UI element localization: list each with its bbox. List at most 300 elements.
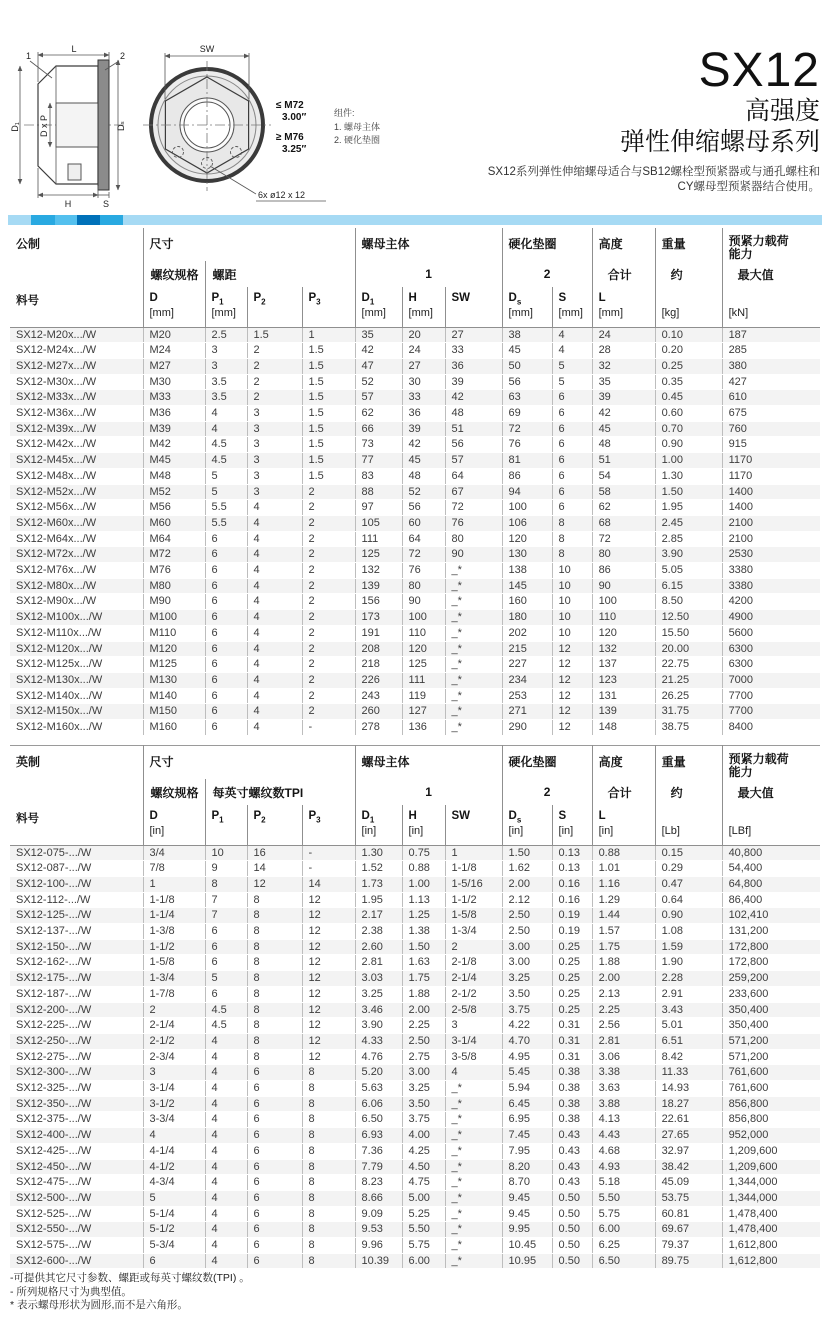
value-cell: 2 [302, 500, 355, 516]
table-row [10, 1033, 820, 1049]
value-cell: _* [445, 720, 502, 736]
value-cell: 4 [205, 1096, 247, 1112]
value-cell: 42 [355, 343, 402, 359]
value-cell: M64 [143, 531, 205, 547]
value-cell: 32.97 [655, 1143, 722, 1159]
value-cell: 2.00 [592, 971, 655, 987]
value-cell: 0.25 [655, 358, 722, 374]
column-header: [Lb] [655, 805, 722, 845]
part-number-cell: SX12-M90x.../W [10, 594, 143, 610]
value-cell: 64,800 [722, 876, 820, 892]
group-header: 重量 [655, 228, 722, 261]
value-cell: 3 [247, 468, 302, 484]
column-header: $P_3$ [302, 287, 355, 327]
value-cell: 0.31 [552, 1049, 592, 1065]
value-cell: 0.90 [655, 908, 722, 924]
value-cell: 2 [302, 610, 355, 626]
value-cell: 5.94 [502, 1081, 552, 1097]
value-cell: M39 [143, 421, 205, 437]
value-cell: 0.19 [552, 908, 592, 924]
value-cell: 0.60 [655, 406, 722, 422]
value-cell: 4 [205, 406, 247, 422]
part-number-cell: SX12-200-.../W [10, 1002, 143, 1018]
value-cell: 1.75 [402, 971, 445, 987]
value-cell: 856,800 [722, 1096, 820, 1112]
value-cell: 10.45 [502, 1238, 552, 1254]
part-number-cell: SX12-550-.../W [10, 1222, 143, 1238]
value-cell: 260 [355, 704, 402, 720]
value-cell: M76 [143, 563, 205, 579]
description-line1: SX12系列弹性伸缩螺母适合与SB12螺栓型预紧器或与通孔螺柱和 [487, 166, 820, 178]
value-cell: 56 [402, 500, 445, 516]
value-cell: 4 [205, 1081, 247, 1097]
value-cell: 2 [247, 358, 302, 374]
value-cell: 5.20 [355, 1065, 402, 1081]
column-header: $P_1$ [mm] [205, 287, 247, 327]
table-row [10, 594, 820, 610]
value-cell: M100 [143, 610, 205, 626]
value-cell: 67 [445, 484, 502, 500]
value-cell: 15.50 [655, 625, 722, 641]
value-cell: 110 [402, 625, 445, 641]
value-cell: 6 [552, 500, 592, 516]
value-cell: 8 [247, 1002, 302, 1018]
value-cell: 259,200 [722, 971, 820, 987]
footnote-2: - 所列规格尺寸为典型值。 [10, 1285, 132, 1298]
value-cell: _* [445, 672, 502, 688]
value-cell: 4 [552, 343, 592, 359]
value-cell: 5 [205, 971, 247, 987]
value-cell: 54,400 [722, 861, 820, 877]
accent-segment [123, 215, 822, 225]
part-number-cell: SX12-M64x.../W [10, 531, 143, 547]
value-cell: 4 [205, 1049, 247, 1065]
value-cell: 4.13 [592, 1112, 655, 1128]
value-cell: 120 [402, 641, 445, 657]
value-cell: 2.50 [402, 1033, 445, 1049]
value-cell: 761,600 [722, 1081, 820, 1097]
value-cell: 915 [722, 437, 820, 453]
value-cell: 3.75 [402, 1112, 445, 1128]
value-cell: 18.27 [655, 1096, 722, 1112]
group-header: 2 [502, 261, 592, 287]
value-cell: M160 [143, 720, 205, 736]
part-number-cell: SX12-M39x.../W [10, 421, 143, 437]
value-cell: 100 [402, 610, 445, 626]
page-header [0, 0, 830, 213]
value-cell: 760 [722, 421, 820, 437]
value-cell: 10.39 [355, 1253, 402, 1269]
part-number-cell: SX12-M20x.../W [10, 327, 143, 343]
value-cell: 42 [445, 390, 502, 406]
value-cell: 32 [592, 358, 655, 374]
part-number-cell: SX12-350-.../W [10, 1096, 143, 1112]
value-cell: 12 [247, 876, 302, 892]
value-cell: 8 [247, 971, 302, 987]
part-number-cell: SX12-M27x.../W [10, 358, 143, 374]
value-cell: 4 [205, 1206, 247, 1222]
column-header: $P_2$ [247, 287, 302, 327]
value-cell: 3.90 [355, 1018, 402, 1034]
value-cell: 3.5 [205, 374, 247, 390]
value-cell: 2.25 [592, 1002, 655, 1018]
value-cell: 3 [143, 1065, 205, 1081]
value-cell: 145 [502, 578, 552, 594]
table-row [10, 1253, 820, 1269]
callout-2: 2 [120, 51, 126, 61]
value-cell: 2.5 [205, 327, 247, 343]
value-cell: 1.5 [302, 406, 355, 422]
table-row [10, 720, 820, 736]
value-cell: 102,410 [722, 908, 820, 924]
value-cell: 6 [143, 1253, 205, 1269]
value-cell: _* [445, 1143, 502, 1159]
value-cell: 3.00 [502, 955, 552, 971]
value-cell: 31.75 [655, 704, 722, 720]
accent-bar [8, 215, 822, 225]
value-cell: - [302, 845, 355, 861]
value-cell: 4 [552, 327, 592, 343]
value-cell: 35 [592, 374, 655, 390]
value-cell: 1,344,000 [722, 1175, 820, 1191]
value-cell: 4.43 [592, 1128, 655, 1144]
washer-section [98, 60, 109, 190]
group-header: 预紧力载荷能力 [722, 228, 820, 261]
value-cell: 127 [402, 704, 445, 720]
value-cell: 9.95 [502, 1222, 552, 1238]
part-number-cell: SX12-187-.../W [10, 986, 143, 1002]
part-number-cell: SX12-M30x.../W [10, 374, 143, 390]
value-cell: 45 [592, 421, 655, 437]
value-cell: 227 [502, 657, 552, 673]
value-cell: 6 [205, 594, 247, 610]
value-cell: 4.70 [502, 1033, 552, 1049]
table-row [10, 971, 820, 987]
value-cell: 3-5/8 [445, 1049, 502, 1065]
value-cell: 6 [552, 484, 592, 500]
value-cell: 0.43 [552, 1175, 592, 1191]
value-cell: 6 [247, 1081, 302, 1097]
value-cell: 0.88 [592, 845, 655, 861]
value-cell: 12 [302, 892, 355, 908]
value-cell: 54 [592, 468, 655, 484]
group-header: 约 [655, 779, 722, 805]
value-cell: 2.56 [592, 1018, 655, 1034]
callout-1: 1 [26, 51, 32, 61]
value-cell: 2.85 [655, 531, 722, 547]
value-cell: 131,200 [722, 924, 820, 940]
value-cell: 12.50 [655, 610, 722, 626]
value-cell: 8 [247, 986, 302, 1002]
part-number-cell: SX12-450-.../W [10, 1159, 143, 1175]
product-description [488, 165, 820, 195]
value-cell: 27 [445, 327, 502, 343]
value-cell: 0.47 [655, 876, 722, 892]
value-cell: 39 [445, 374, 502, 390]
value-cell: 10 [552, 563, 592, 579]
table-row [10, 610, 820, 626]
value-cell: 0.50 [552, 1206, 592, 1222]
value-cell: 4.5 [205, 1018, 247, 1034]
value-cell: 3 [445, 1018, 502, 1034]
value-cell: 5.50 [592, 1190, 655, 1206]
group-header: 高度 [592, 228, 655, 261]
value-cell: 8 [302, 1065, 355, 1081]
value-cell: 8 [247, 892, 302, 908]
value-cell: 22.75 [655, 657, 722, 673]
value-cell: M36 [143, 406, 205, 422]
value-cell: 83 [355, 468, 402, 484]
value-cell: 2.25 [402, 1018, 445, 1034]
value-cell: 6.15 [655, 578, 722, 594]
group-header: 螺纹规格 [143, 261, 205, 287]
value-cell: 80 [402, 578, 445, 594]
value-cell: 6 [205, 704, 247, 720]
value-cell: M60 [143, 515, 205, 531]
part-number-cell: SX12-M52x.../W [10, 484, 143, 500]
value-cell: 2.13 [592, 986, 655, 1002]
legend-item-2: 2. 硬化垫圈 [334, 135, 381, 145]
value-cell: 3.38 [592, 1065, 655, 1081]
value-cell: 1,478,400 [722, 1206, 820, 1222]
value-cell: 6 [205, 547, 247, 563]
table-row [10, 1049, 820, 1065]
part-number-cell: SX12-425-.../W [10, 1143, 143, 1159]
value-cell: 1170 [722, 468, 820, 484]
value-cell: 1.13 [402, 892, 445, 908]
table-row [10, 390, 820, 406]
value-cell: 3 [247, 406, 302, 422]
value-cell: _* [445, 641, 502, 657]
part-number-cell: SX12-112-.../W [10, 892, 143, 908]
dim-S: S [102, 199, 110, 209]
value-cell: 57 [355, 390, 402, 406]
value-cell: 89.75 [655, 1253, 722, 1269]
value-cell: 0.43 [552, 1128, 592, 1144]
value-cell: 4 [247, 610, 302, 626]
column-header: 料号 [10, 805, 143, 845]
value-cell: 0.20 [655, 343, 722, 359]
table-row [10, 657, 820, 673]
value-cell: _* [445, 1206, 502, 1222]
value-cell: 2-1/4 [445, 971, 502, 987]
value-cell: 4 [247, 641, 302, 657]
technical-drawing [10, 42, 410, 210]
column-header: $D_s$ [mm] [502, 287, 552, 327]
value-cell: _* [445, 1096, 502, 1112]
table-row [10, 515, 820, 531]
value-cell: _* [445, 594, 502, 610]
part-number-cell: SX12-M125x.../W [10, 657, 143, 673]
value-cell: _* [445, 704, 502, 720]
value-cell: _* [445, 1253, 502, 1269]
value-cell: 2 [302, 672, 355, 688]
value-cell: 6.00 [402, 1253, 445, 1269]
value-cell: 6 [205, 720, 247, 736]
group-header: 1 [355, 261, 502, 287]
value-cell: 1-1/4 [143, 908, 205, 924]
value-cell: 12 [302, 971, 355, 987]
value-cell: 22.61 [655, 1112, 722, 1128]
value-cell: 1.5 [302, 437, 355, 453]
value-cell: 3.06 [592, 1049, 655, 1065]
value-cell: _* [445, 625, 502, 641]
value-cell: 24 [402, 343, 445, 359]
value-cell: 1.95 [655, 500, 722, 516]
value-cell: 0.50 [552, 1222, 592, 1238]
value-cell: 105 [355, 515, 402, 531]
table-row [10, 1112, 820, 1128]
table-row [10, 421, 820, 437]
part-number-cell: SX12-075-.../W [10, 845, 143, 861]
value-cell: 7/8 [143, 861, 205, 877]
column-header: $P_2$ [247, 805, 302, 845]
value-cell: 4900 [722, 610, 820, 626]
value-cell: 5.18 [592, 1175, 655, 1191]
part-number-cell: SX12-M72x.../W [10, 547, 143, 563]
value-cell: 1170 [722, 453, 820, 469]
value-cell: 3 [247, 421, 302, 437]
value-cell: 160 [502, 594, 552, 610]
value-cell: 120 [502, 531, 552, 547]
value-cell: 56 [445, 437, 502, 453]
value-cell: 0.13 [552, 861, 592, 877]
value-cell: M130 [143, 672, 205, 688]
value-cell: 52 [402, 484, 445, 500]
value-cell: 2.81 [355, 955, 402, 971]
column-header: $P_3$ [302, 805, 355, 845]
value-cell: 6 [247, 1222, 302, 1238]
value-cell: 3-1/2 [143, 1096, 205, 1112]
part-number-cell: SX12-375-.../W [10, 1112, 143, 1128]
table-row [10, 1175, 820, 1191]
value-cell: 271 [502, 704, 552, 720]
part-number-cell: SX12-M110x.../W [10, 625, 143, 641]
value-cell: 4-1/2 [143, 1159, 205, 1175]
value-cell: _* [445, 1128, 502, 1144]
value-cell: 0.25 [552, 971, 592, 987]
value-cell: 4 [247, 704, 302, 720]
value-cell: 4200 [722, 594, 820, 610]
value-cell: 4 [143, 1128, 205, 1144]
value-cell: 4.00 [402, 1128, 445, 1144]
value-cell: 0.45 [655, 390, 722, 406]
value-cell: 12 [552, 672, 592, 688]
value-cell: 52 [355, 374, 402, 390]
value-cell: 0.25 [552, 939, 592, 955]
value-cell: 7000 [722, 672, 820, 688]
value-cell: _* [445, 1175, 502, 1191]
value-cell: _* [445, 578, 502, 594]
value-cell: 8 [302, 1128, 355, 1144]
part-number-cell: SX12-M160x.../W [10, 720, 143, 736]
value-cell: 6 [205, 625, 247, 641]
value-cell: 45 [502, 343, 552, 359]
value-cell: 1-3/8 [143, 924, 205, 940]
table-row [10, 861, 820, 877]
part-number-cell: SX12-250-.../W [10, 1033, 143, 1049]
value-cell: 7 [205, 892, 247, 908]
value-cell: 4.75 [402, 1175, 445, 1191]
value-cell: 3 [247, 437, 302, 453]
table-row [10, 358, 820, 374]
value-cell: 130 [502, 547, 552, 563]
column-header: $D_1$ [in] [355, 805, 402, 845]
value-cell: M24 [143, 343, 205, 359]
value-cell: 1-5/8 [445, 908, 502, 924]
value-cell: 80 [445, 531, 502, 547]
table-row [10, 437, 820, 453]
value-cell: 3.88 [592, 1096, 655, 1112]
value-cell: 20.00 [655, 641, 722, 657]
value-cell: 350,400 [722, 1002, 820, 1018]
value-cell: M125 [143, 657, 205, 673]
value-cell: 8 [302, 1159, 355, 1175]
value-cell: 6.25 [592, 1238, 655, 1254]
value-cell: 9.96 [355, 1238, 402, 1254]
size-note-large-in: 3.25″ [282, 144, 307, 155]
value-cell: 7700 [722, 704, 820, 720]
value-cell: 1.52 [355, 861, 402, 877]
value-cell: 1.75 [592, 939, 655, 955]
table-row [10, 1206, 820, 1222]
value-cell: 1.59 [655, 939, 722, 955]
value-cell: 80 [592, 547, 655, 563]
value-cell: 88 [355, 484, 402, 500]
value-cell: 6.51 [655, 1033, 722, 1049]
value-cell: M42 [143, 437, 205, 453]
group-header [10, 261, 143, 287]
value-cell: 1.5 [302, 374, 355, 390]
value-cell: 215 [502, 641, 552, 657]
value-cell: 1400 [722, 500, 820, 516]
value-cell: 7.79 [355, 1159, 402, 1175]
table-row [10, 578, 820, 594]
size-note-large: ≥ M76 [276, 132, 304, 143]
column-header: S [mm] [552, 287, 592, 327]
value-cell: M33 [143, 390, 205, 406]
value-cell: 2 [247, 390, 302, 406]
accent-segment [77, 215, 100, 225]
value-cell: 218 [355, 657, 402, 673]
dim-L: L [71, 44, 77, 54]
value-cell: 30 [402, 374, 445, 390]
value-cell: 4.5 [205, 453, 247, 469]
table-row [10, 343, 820, 359]
value-cell: 48 [592, 437, 655, 453]
value-cell: 187 [722, 327, 820, 343]
value-cell: 0.13 [552, 845, 592, 861]
value-cell: 110 [592, 610, 655, 626]
part-number-cell: SX12-M36x.../W [10, 406, 143, 422]
value-cell: 1,612,800 [722, 1238, 820, 1254]
table-row [10, 327, 820, 343]
value-cell: 77 [355, 453, 402, 469]
header-row [10, 261, 820, 287]
value-cell: 4 [205, 1065, 247, 1081]
dim-D1: D₁ [10, 122, 20, 132]
table-row [10, 1128, 820, 1144]
value-cell: 51 [445, 421, 502, 437]
group-header: 最大值 [722, 261, 820, 287]
value-cell: 100 [592, 594, 655, 610]
header-row [10, 746, 820, 780]
value-cell: 6.45 [502, 1096, 552, 1112]
value-cell: 5.75 [402, 1238, 445, 1254]
value-cell: 952,000 [722, 1128, 820, 1144]
value-cell: 21.25 [655, 672, 722, 688]
value-cell: 1.5 [302, 390, 355, 406]
